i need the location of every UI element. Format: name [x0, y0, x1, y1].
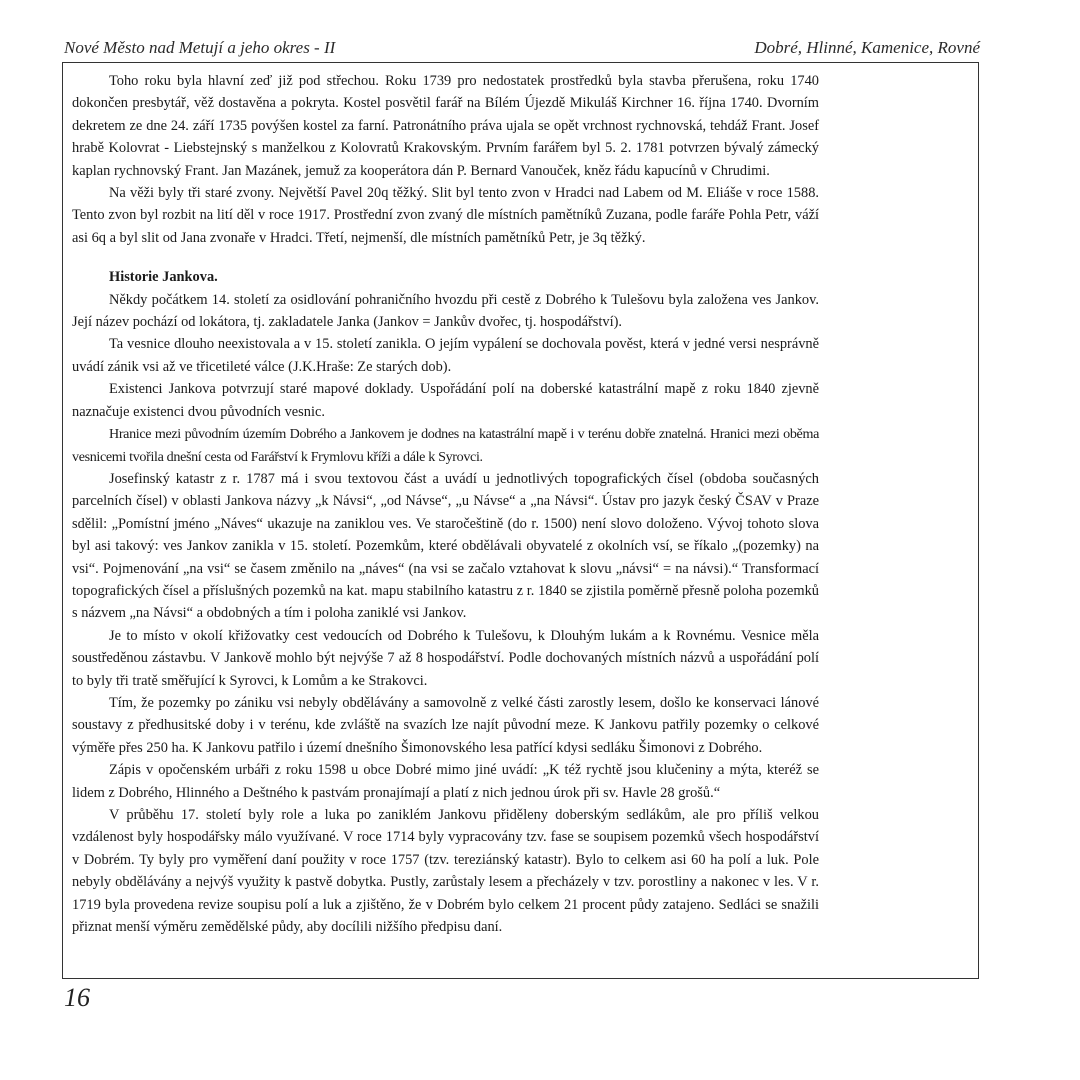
paragraph: Existenci Jankova potvrzují staré mapové doklady. Uspořádání polí na doberské katastrální mapě z roku 1840 zjevně naznačuje existenci dvou původních vesnic. [72, 381, 819, 420]
paragraph: V průběhu 17. století byly role a luka po zaniklém Jankovu přiděleny doberským sedlákům, ale pro příliš velkou vzdálenost byly hospodářsky málo využívané. V roce 1714 byly vypracovány tzv. fase se soupisem pozemků všech hospodářství v Dobrém. Ty byly pro vyměření daní použity v roce 1757 (tzv. tereziánský katastr). Bylo to celkem asi 60 ha polí a luk. Pole nebyly obdělávány a nejvýš využity k pastvě dobytka. Pustly, zarůstaly lesem a přecházely v tzv. porostliny a nakonec v les. V r. 1719 byla provedena revize soupisu polí a luk a zjištěno, že v Dobrém bylo celkem 21 procent půdy zatajeno. Sedláci se snažili přiznat menší výměru zemědělské půdy, aby docílili nižšího předpisu daní. [72, 807, 819, 936]
paragraph: Je to místo v okolí křižovatky cest vedoucích od Dobrého k Tulešovu, k Dlouhým lukám a k Rovnému. Vesnice měla soustředěnou zástavbu. V Jankově mohlo být nejvýše 7 až 8 hospodářství. Podle dochovaných místních názvů a uspořádání polí to byly tři tratě směřující k Syrovci, k Lomům a ke Strakovci. [72, 627, 819, 689]
page-number: 16 [64, 983, 90, 1012]
paragraph: Na věži byly tři staré zvony. Největší Pavel 20q těžký. Slit byl tento zvon v Hradci nad Labem od M. Eliáše v roce 1588. Tento zvon byl rozbit na lití děl v roce 1917. Prostřední zvon zvaný dle místních pamětníků Zuzana, podle faráře Pohla Petr, váží asi 6q a byl slit od Jana zvonaře v Hradci. Třetí, nejmenší, dle místních pamětníků Petr, je 3q těžký. [72, 185, 819, 246]
paragraph: Hranice mezi původním územím Dobrého a Jankovem je dodnes na katastrální mapě i v terénu dobře znatelná. Hranici mezi oběma vesnicemi tvořila dnešní cesta od Farářství k Frymlovu kříži a dále k Syrovci. [72, 426, 819, 465]
section-title: Historie Jankova. [109, 269, 218, 286]
paragraph: Josefinský katastr z r. 1787 má i svou textovou část a uvádí u jednotlivých topografických čísel (obdoba současných parcelních čísel) v oblasti Jankova názvy „k Návsi“, „od Návse“, „u Návse“ a „na Návsi“. Ústav pro jazyk český ČSAV v Praze sdělil: „Pomístní jméno „Náves“ ukazuje na zaniklou ves. Ve staročeštině (do r. 1500) není slovo doloženo. Vývoj tohoto slova byl asi takový: ves Jankov zanikla v 15. století. Pozemkům, které obdělávali obyvatelé z okolních vsí, se říkalo „(pozemky) na vsi“. Pojmenování „na vsi“ se časem změnilo na „náves“ (na vsi se začalo vztahovat k slovu „návsi“ = na návsi).“ Transformací topografických čísel a příslušných pozemků na kat. mapu stabilního katastru z r. 1840 se zjistila poměrně přesně poloha pozemků s názvem „na Návsi“ a obdobných a tím i poloha zaniklé vsi Jankov. [72, 470, 819, 622]
paragraph: Ta vesnice dlouho neexistovala a v 15. století zanikla. O jejím vypálení se dochovala pověst, která v jedné versi nesprávně uvádí zánik vsi až ve třicetileté válce (J.K.Hraše: Ze starých dob). [72, 336, 819, 375]
spacer [72, 249, 819, 266]
running-header-right: Dobré, Hlinné, Kamenice, Rovné [754, 38, 980, 57]
running-header-left: Nové Město nad Metují a jeho okres - II [64, 38, 336, 57]
paragraph: Toho roku byla hlavní zeď již pod střechou. Roku 1739 pro nedostatek prostředků byla stavba přerušena, roku 1740 dokončen presbytář, věž dostavěna a pokryta. Kostel posvětil farář na Bílém Újezdě Mikuláš Kirchner 16. října 1740. Dvorním dekretem ze dne 24. září 1735 povýšen kostel za farní. Patronátního práva ujala se opět vrchnost rychnovská, tehdáž Frant. Josef hrabě Kolovrat - Liebstejnský s manželkou z Kolovratů Krakovským. Prvním farářem byl 5. 2. 1781 potvrzen bývalý zámecký kaplan rychnovský Frant. Jan Mazánek, jemuž za kooperátora dán P. Bernard Vanouček, kněz řádu kapucínů v Chrudimi. [72, 73, 819, 179]
paragraph: Tím, že pozemky po zániku vsi nebyly obdělávány a samovolně z velké části zarostly lesem, došlo ke konservaci lánové soustavy z předhusitské doby i v terénu, kde zvláště na svazích lze najít původní meze. K Jankovu patřily pozemky o celkové výměře přes 250 ha. K Jankovu patřilo i území dnešního Šimonovského lesa patřící kdysi sedláku Šimonovi z Dobrého. [72, 694, 819, 756]
page-body [72, 70, 819, 938]
paragraph: Někdy počátkem 14. století za osidlování pohraničního hvozdu při cestě z Dobrého k Tulešovu byla založena ves Jankov. Její název pochází od lokátora, tj. zakladatele Janka (Jankov = Jankův dvořec, tj. hospodářství). [72, 291, 819, 331]
paragraph: Zápis v opočenském urbáři z roku 1598 u obce Dobré mimo jiné uvádí: „K též rychtě jsou klučeniny a mýta, kteréž se lidem z Dobrého, Hlinného a Deštného k pastvám pronajímají a platí z nich jednou úrok při sv. Havle 28 grošů.“ [72, 762, 819, 801]
